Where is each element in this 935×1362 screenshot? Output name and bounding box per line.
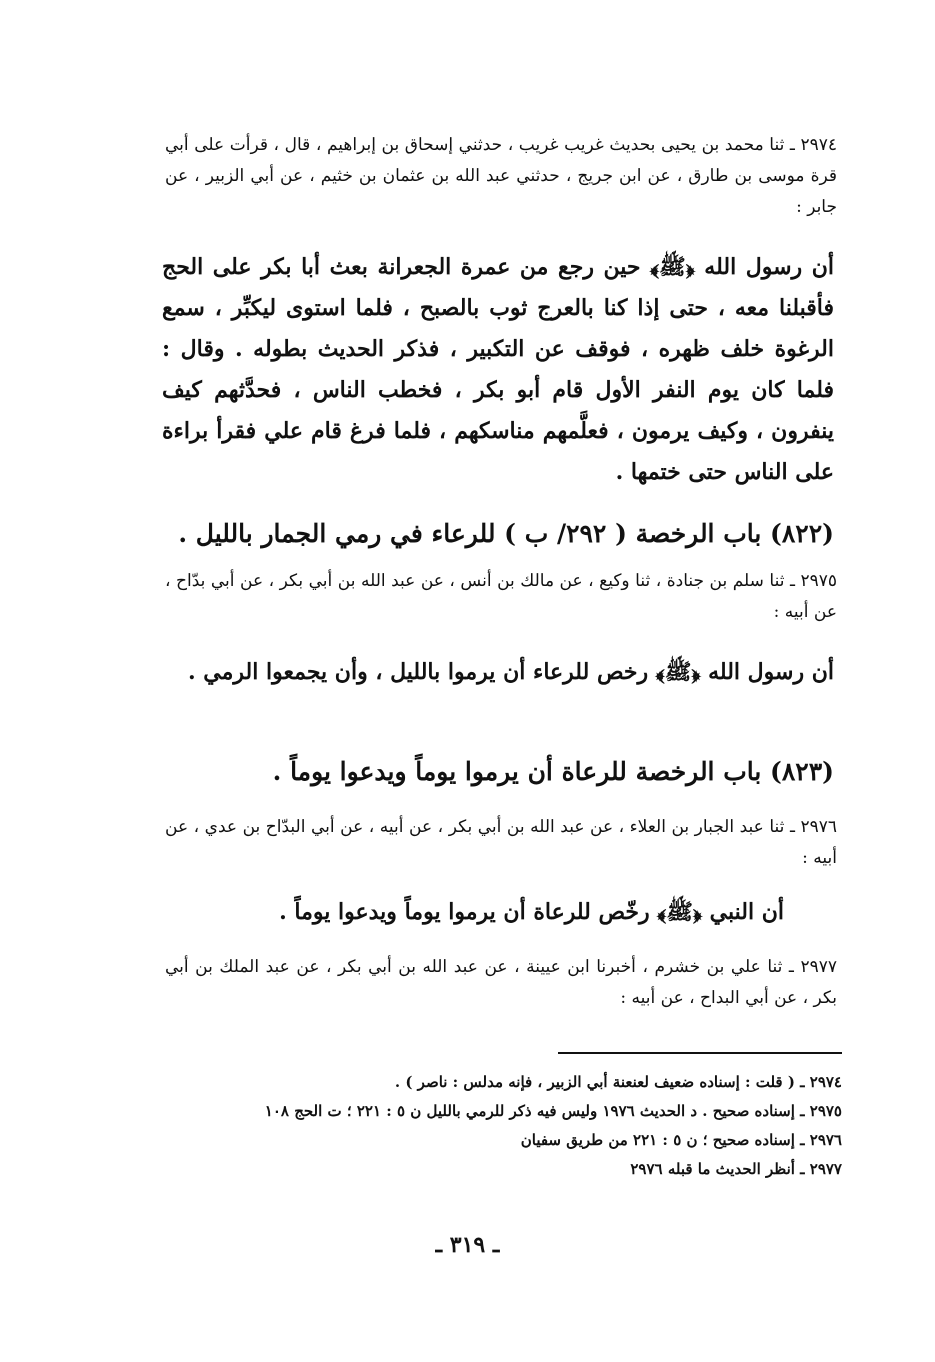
footnote-2977: ٢٩٧٧ ـ أنظر الحديث ما قبله ٢٩٧٦: [630, 1160, 842, 1178]
hadith-2974-isnad: ٢٩٧٤ ـ ثنا محمد بن يحيى بحديث غريب غريب ، حدثني إسحاق بن إبراهيم ، قال ، قرأت على أبي قرة موسى بن طارق ، عن ابن جريج ، حدثني عبد الله بن عثمان بن خثيم ، عن أبي الزبير ، عن جابر :: [165, 135, 837, 217]
hadith-2975-matn: أن رسول الله ﴿ﷺ﴾ رخص للرعاء أن يرموا بالليل ، وأن يجمعوا الرمي .: [187, 659, 834, 685]
hadith-2976-isnad: ٢٩٧٦ ـ ثنا عبد الجبار بن العلاء ، عن عبد الله بن أبي بكر ، عن أبيه ، عن أبي البدّاح بن عدي ، عن أبيه :: [165, 817, 837, 868]
hadith-2977-isnad: ٢٩٧٧ ـ ثنا علي بن خشرم ، أخبرنا ابن عيينة ، عن عبد الله بن أبي بكر ، عن عبد الملك بن أبي بكر ، عن أبي البداح ، عن أبيه :: [165, 957, 837, 1008]
footnote-divider: [558, 1052, 842, 1054]
hadith-2974-matn: أن رسول الله ﴿ﷺ﴾ حين رجع من عمرة الجعرانة بعث أبا بكر على الحج فأقبلنا معه ، حتى إذا كنا بالعرج ثوب بالصبح ، فلما استوى ليكبِّر ، سمع الرغوة خلف ظهره ، فوقف عن التكبير ، فذكر الحديث بطوله . وقال : فلما كان يوم النفر الأول قام أبو بكر ، فخطب الناس ، فحدَّثهم كيف ينفرون ، وكيف يرمون ، فعلَّمهم مناسكهم ، فلما فرغ قام علي فقرأ براءة على الناس حتى ختمها .: [162, 254, 834, 485]
footnote-2974: ٢٩٧٤ ـ ( قلت : إسناده ضعيف لعنعنة أبي الزبير ، فإنه مدلس : ناصر ) .: [394, 1073, 842, 1091]
footnote-2976: ٢٩٧٦ ـ إسناده صحيح ؛ ن ٥ : ٢٢١ من طريق سفيان: [520, 1131, 842, 1149]
hadith-2976-matn: أن النبي ﴿ﷺ﴾ رخّص للرعاة أن يرموا يوماً ويدعوا يوماً .: [279, 899, 784, 925]
chapter-823-heading: (٨٢٣) باب الرخصة للرعاة أن يرموا يوماً ويدعوا يوماً .: [272, 757, 834, 786]
footnote-2975: ٢٩٧٥ ـ إسناده صحيح . د الحديث ١٩٧٦ وليس فيه ذكر للرمي بالليل ن ٥ : ٢٢١ ؛ ت الحج ١٠٨: [264, 1102, 842, 1120]
chapter-822-heading: (٨٢٢) باب الرخصة ( ٢٩٢/ ب ) للرعاء في رمي الجمار بالليل .: [178, 519, 834, 548]
hadith-2975-isnad: ٢٩٧٥ ـ ثنا سلم بن جنادة ، ثنا وكيع ، عن مالك بن أنس ، عن عبد الله بن أبي بكر ، عن أبي بدّاح ، عن أبيه :: [165, 571, 837, 622]
page-number: ـ ٣١٩ ـ: [435, 1232, 500, 1258]
footnotes: [160, 1068, 842, 1184]
